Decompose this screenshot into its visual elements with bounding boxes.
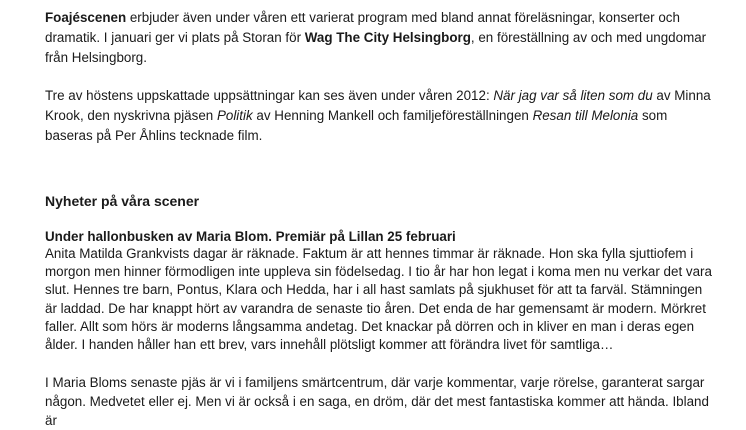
play-title-resan: Resan till Melonia (532, 108, 639, 123)
news-subheading: Under hallonbusken av Maria Blom. Premiär på Lillan 25 februari (45, 229, 456, 244)
news-body-paragraph-2: I Maria Bloms senaste pjäs är vi i familjens smärtcentrum, där varje kommentar, varje rörelse, garanterat sargar någon. Medvetet eller ej. Men vi är också i en saga, en dröm, där det mest fantastiska kommer att hända. Ibland är (45, 375, 709, 428)
foajescenen-text-end: , en föreställning av och med ungdomar från Helsingborg. (45, 30, 707, 65)
autumn-productions-paragraph (45, 86, 715, 146)
play-title-nar-jag: När jag var så liten som du (493, 88, 653, 103)
play-title-politik: Politik (216, 108, 253, 123)
autumn-text-1: Tre av höstens uppskattade uppsättningar kan ses även under våren 2012: (45, 88, 494, 103)
news-body-paragraph: Anita Matilda Grankvists dagar är räknade. Faktum är att hennes timmar är räknade. Hon ska fylla sjuttiofem i morgon men hinner förmodligen inte uppleva sin födelsedag. I tio år har hon legat i koma men nu verkar det vara slut. Hennes tre barn, Pontus, Klara och Hedda, har i all hast samlats på sjukhuset för att ta farväl. Stämningen är laddad. De har knappt hört av varandra de senaste tio åren. Det enda de har gemensamt är modern. Mörkret faller. Allt som hörs är moderns långsamma andetag. Det knackar på dörren och in kliver en man i deras egen ålder. I handen håller han ett brev, vars innehåll plötsligt kommer att förändra livet för samtliga… (45, 246, 712, 353)
news-heading: Nyheter på våra scener (45, 193, 200, 209)
autumn-text-3: av Henning Mankell och familjeföreställningen (252, 108, 533, 123)
foajescenen-paragraph (45, 8, 715, 68)
wag-the-city-title: Wag The City Helsingborg (304, 30, 471, 45)
autumn-text-4: som baseras på Per Åhlins tecknade film. (45, 108, 668, 143)
autumn-text-2: av Minna Krook, den nyskrivna pjäsen (45, 88, 711, 123)
foajescenen-name: Foajéscenen (45, 10, 127, 25)
foajescenen-text: erbjuder även under våren ett varierat program med bland annat föreläsningar, konserter och dramatik. I januari ger vi plats på Storan för (45, 10, 680, 45)
